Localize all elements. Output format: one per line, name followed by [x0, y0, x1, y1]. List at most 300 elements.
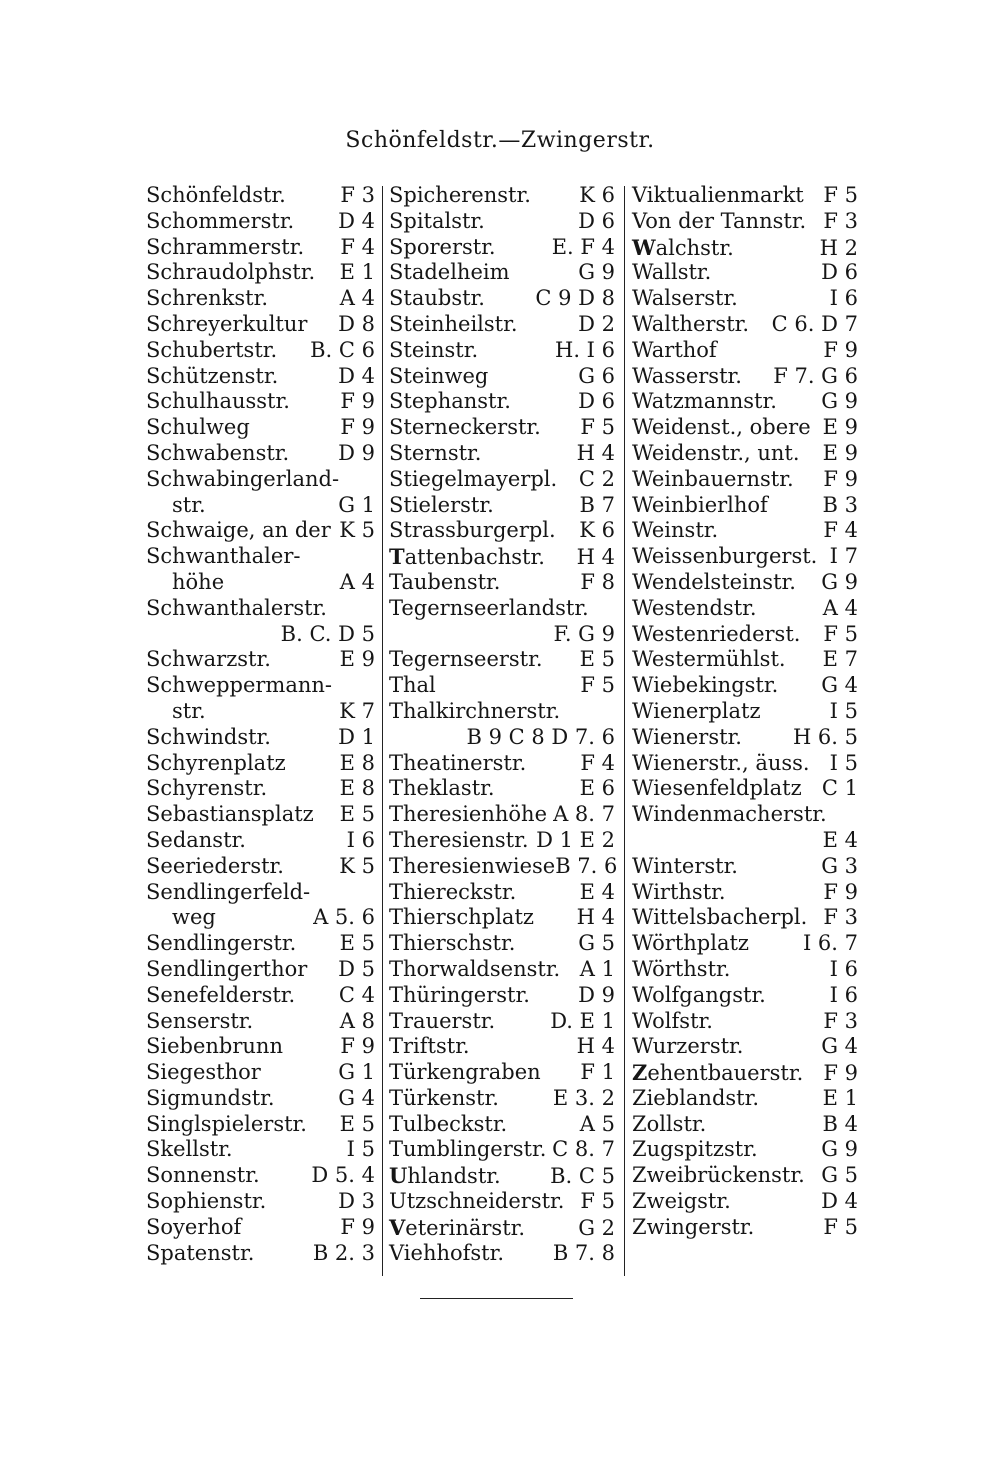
index-entry — [146, 493, 375, 519]
grid-reference: K 6 — [579, 183, 615, 207]
street-name: Zwingerstr. — [632, 1214, 755, 1239]
grid-reference: E 8 — [339, 750, 375, 775]
index-entry — [389, 338, 615, 364]
grid-reference: E 1 — [339, 260, 375, 285]
index-entry — [632, 957, 858, 983]
index-entry — [146, 983, 375, 1009]
grid-reference: I 6 — [346, 827, 375, 852]
index-entry — [632, 312, 858, 338]
grid-reference: E 9 — [339, 647, 375, 672]
grid-reference: F 3 — [340, 183, 375, 207]
index-entry — [146, 751, 375, 777]
street-name: Tegernseerstr. — [389, 647, 543, 672]
street-name: Weinbierlhof — [632, 492, 768, 517]
grid-reference: D 6 — [578, 208, 615, 233]
street-name: Thorwaldsenstr. — [389, 956, 561, 981]
index-entry — [632, 931, 858, 957]
grid-reference: E 7 — [822, 647, 858, 672]
grid-reference: C 8. 7 — [552, 1137, 615, 1162]
grid-reference: E 6 — [579, 776, 615, 801]
index-entry — [632, 647, 858, 673]
grid-reference: K 5 — [339, 853, 375, 878]
street-name: Winterstr. — [632, 853, 738, 878]
index-entry — [632, 209, 858, 235]
index-entry — [146, 1215, 375, 1241]
street-name: Westenriederst. — [632, 621, 801, 646]
street-name: Spatenstr. — [146, 1240, 255, 1265]
index-entry — [389, 312, 615, 338]
page-title: Schönfeldstr.—Zwingerstr. — [345, 128, 655, 153]
street-name: Warthof — [632, 337, 717, 362]
street-name: Thierschstr. — [389, 931, 516, 956]
index-entry — [632, 260, 858, 286]
index-entry — [389, 209, 615, 235]
index-entry — [146, 673, 375, 699]
grid-reference: F 3 — [823, 208, 858, 233]
grid-reference: E 4 — [822, 827, 858, 852]
street-name: Schwaige, an der — [146, 518, 331, 543]
index-entry — [632, 183, 858, 209]
grid-reference: F 9 — [823, 879, 858, 904]
index-entry — [632, 1137, 858, 1163]
street-name: Zieblandstr. — [632, 1085, 760, 1110]
street-name: Wienerplatz — [632, 698, 761, 723]
street-name: Türkenstr. — [389, 1085, 499, 1110]
index-entry — [146, 828, 375, 854]
index-entry — [146, 235, 375, 261]
grid-reference: B 3 — [822, 492, 858, 517]
index-entry — [389, 931, 615, 957]
grid-reference: H 4 — [576, 1034, 615, 1059]
grid-reference: D 6 — [821, 260, 858, 285]
street-name: Tegernseerlandstr. — [389, 595, 589, 620]
index-entry — [389, 802, 615, 828]
grid-reference: K 6 — [579, 518, 615, 543]
grid-reference: F 5 — [823, 621, 858, 646]
street-name: Sporerstr. — [389, 234, 496, 259]
column-divider — [382, 186, 383, 1276]
index-entry — [389, 1009, 615, 1035]
grid-reference: D 6 — [578, 389, 615, 414]
street-name: Sedanstr. — [146, 827, 246, 852]
index-entry — [146, 1034, 375, 1060]
grid-reference: F 9 — [823, 337, 858, 362]
grid-reference: A 5 — [579, 1111, 615, 1136]
index-entry — [146, 1189, 375, 1215]
street-name: Schrammerstr. — [146, 234, 305, 259]
index-column-2 — [389, 183, 618, 1266]
street-name: Sendlingerthor — [146, 956, 308, 981]
index-entry — [389, 389, 615, 415]
grid-reference: C 2 — [578, 466, 615, 491]
grid-reference: D 4 — [338, 208, 375, 233]
street-name: Viktualienmarkt — [632, 183, 804, 207]
grid-reference: D 1 E 2 — [536, 827, 615, 852]
grid-reference: F. G 9 — [553, 621, 615, 646]
index-entry — [389, 725, 615, 751]
grid-reference: F 9 — [340, 1034, 375, 1059]
index-entry — [146, 699, 375, 725]
street-name: Theresienhöhe — [389, 802, 547, 827]
index-entry — [632, 1034, 858, 1060]
street-name: Zweigstr. — [632, 1189, 731, 1214]
street-name: Soyerhof — [146, 1214, 242, 1239]
grid-reference: B 7 — [579, 492, 615, 517]
index-entry — [632, 493, 858, 519]
street-name: Thüringerstr. — [389, 982, 530, 1007]
street-name: Wurzerstr. — [632, 1034, 744, 1059]
index-entry — [389, 518, 615, 544]
grid-reference: B 9 C 8 D 7. 6 — [466, 724, 615, 749]
index-entry — [146, 1009, 375, 1035]
street-name: Walserstr. — [632, 286, 738, 311]
street-name: Taubenstr. — [389, 569, 501, 594]
index-entry — [146, 1112, 375, 1138]
grid-reference: E 5 — [579, 647, 615, 672]
street-name: Stadelheim — [389, 260, 510, 285]
index-entry — [389, 647, 615, 673]
grid-reference: F 1 — [580, 1060, 615, 1085]
grid-reference: C 9 D 8 — [535, 286, 615, 311]
street-name: Tattenbachstr. — [389, 544, 545, 570]
grid-reference: C 1 — [821, 776, 858, 801]
grid-reference: F 8 — [580, 569, 615, 594]
street-name: Schönfeldstr. — [146, 183, 286, 207]
index-entry — [632, 235, 858, 261]
street-name: Schützenstr. — [146, 363, 279, 388]
index-entry — [389, 235, 615, 261]
grid-reference: A 5. 6 — [313, 905, 375, 930]
grid-reference: E 4 — [579, 879, 615, 904]
street-name: Sendlingerfeld- — [146, 879, 311, 904]
street-name: Wolfgangstr. — [632, 982, 766, 1007]
grid-reference: D 8 — [338, 311, 375, 336]
street-name: Sterneckerstr. — [389, 415, 541, 440]
grid-reference: F 4 — [823, 518, 858, 543]
street-name: Theklastr. — [389, 776, 495, 801]
street-name: Zweibrückenstr. — [632, 1163, 805, 1188]
grid-reference: K 7 — [339, 698, 375, 723]
index-entry — [632, 518, 858, 544]
grid-reference: F 9 — [823, 1061, 858, 1086]
street-name: Veterinärstr. — [389, 1214, 526, 1240]
grid-reference: D 9 — [338, 440, 375, 465]
grid-reference: D 3 — [338, 1189, 375, 1214]
street-name: weg — [172, 905, 216, 930]
grid-reference: B. C 5 — [550, 1164, 615, 1189]
grid-reference: A 8 — [339, 1008, 375, 1033]
index-entry — [632, 673, 858, 699]
street-name: Wörthstr. — [632, 956, 731, 981]
index-entry — [146, 854, 375, 880]
index-entry — [632, 286, 858, 312]
grid-reference: E 3. 2 — [552, 1085, 615, 1110]
street-name: Schwindstr. — [146, 724, 271, 749]
grid-reference: B 4 — [822, 1111, 858, 1136]
index-entry — [632, 828, 858, 854]
street-name: Sophienstr. — [146, 1189, 267, 1214]
grid-reference: F 3 — [823, 1008, 858, 1033]
street-name: Walchstr. — [632, 234, 734, 260]
index-entry — [389, 364, 615, 390]
index-entry — [389, 467, 615, 493]
grid-reference: F 5 — [823, 1214, 858, 1239]
index-entry — [146, 209, 375, 235]
index-entry — [389, 957, 615, 983]
grid-reference: F 5 — [823, 183, 858, 207]
column-divider — [624, 186, 625, 1276]
index-entry — [389, 751, 615, 777]
index-column-3 — [632, 183, 858, 1241]
index-entry — [146, 338, 375, 364]
street-name: Wirthstr. — [632, 879, 726, 904]
street-name: Wiesenfeldplatz — [632, 776, 802, 801]
grid-reference: H 4 — [576, 905, 615, 930]
street-name: Schubertstr. — [146, 337, 278, 362]
index-entry — [146, 415, 375, 441]
street-name: Theresienwiese — [389, 853, 556, 878]
index-entry — [389, 441, 615, 467]
grid-reference: F 9 — [823, 466, 858, 491]
street-name: Strassburgerpl. — [389, 518, 556, 543]
street-name: Windenmacherstr. — [632, 802, 827, 827]
grid-reference: G 1 — [338, 492, 375, 517]
grid-reference: B. C 6 — [310, 337, 375, 362]
grid-reference: C 4 — [338, 982, 375, 1007]
index-entry — [632, 802, 858, 828]
grid-reference: H 6. 5 — [792, 724, 858, 749]
street-name: Viehhofstr. — [389, 1240, 505, 1265]
index-entry — [146, 880, 375, 906]
street-name: Stielerstr. — [389, 492, 494, 517]
street-name: Wallstr. — [632, 260, 712, 285]
index-entry — [632, 725, 858, 751]
grid-reference: H. I 6 — [555, 337, 615, 362]
grid-reference: B 7. 6 — [555, 853, 618, 878]
index-entry — [632, 751, 858, 777]
index-entry — [389, 183, 615, 209]
street-name: Westermühlst. — [632, 647, 786, 672]
street-name: Westendstr. — [632, 595, 757, 620]
grid-reference: D 4 — [821, 1189, 858, 1214]
street-name: Wörthplatz — [632, 931, 749, 956]
grid-reference: E 1 — [822, 1085, 858, 1110]
street-name: Zehentbauerstr. — [632, 1060, 804, 1086]
index-entry — [146, 570, 375, 596]
index-entry — [389, 853, 618, 880]
index-entry — [146, 364, 375, 390]
index-entry — [632, 1086, 858, 1112]
index-entry — [146, 441, 375, 467]
street-name: Spicherenstr. — [389, 183, 531, 207]
grid-reference: G 9 — [821, 1137, 858, 1162]
street-name: Trauerstr. — [389, 1008, 496, 1033]
index-entry — [389, 493, 615, 519]
index-entry — [146, 518, 375, 544]
street-name: Tumblingerstr. — [389, 1137, 547, 1162]
index-entry — [632, 1163, 858, 1189]
street-name: Thierschplatz — [389, 905, 534, 930]
grid-reference: G 9 — [821, 389, 858, 414]
street-name: Zollstr. — [632, 1111, 707, 1136]
street-name: Skellstr. — [146, 1137, 233, 1162]
grid-reference: F 3 — [823, 905, 858, 930]
index-entry — [632, 905, 858, 931]
index-entry — [146, 286, 375, 312]
street-name: Schwanthalerstr. — [146, 595, 327, 620]
street-name: Triftstr. — [389, 1034, 470, 1059]
grid-reference: F 4 — [580, 750, 615, 775]
index-entry — [632, 776, 858, 802]
street-name: Sebastiansplatz — [146, 802, 314, 827]
index-entry — [632, 441, 858, 467]
index-entry — [146, 1163, 375, 1189]
grid-reference: I 5 — [829, 698, 858, 723]
street-name: höhe — [172, 569, 225, 594]
grid-reference: F 5 — [580, 1189, 615, 1214]
index-entry — [389, 415, 615, 441]
street-name: Schwabingerland- — [146, 466, 340, 491]
street-name: Uhlandstr. — [389, 1163, 501, 1189]
index-entry — [146, 647, 375, 673]
index-entry — [146, 1060, 375, 1086]
street-name: Zugspitzstr. — [632, 1137, 758, 1162]
index-entry — [389, 880, 615, 906]
grid-reference: G 4 — [821, 673, 858, 698]
street-name: Weidenst., obere — [632, 415, 811, 440]
street-name: Sonnenstr. — [146, 1163, 260, 1188]
index-entry — [632, 415, 858, 441]
street-name: Weidenstr., unt. — [632, 440, 800, 465]
index-entry — [632, 596, 858, 622]
grid-reference: G 9 — [821, 569, 858, 594]
grid-reference: I 6. 7 — [802, 931, 858, 956]
grid-reference: D 5. 4 — [311, 1163, 375, 1188]
grid-reference: G 3 — [821, 853, 858, 878]
grid-reference: G 5 — [821, 1163, 858, 1188]
index-entry — [632, 983, 858, 1009]
street-name: Steinheilstr. — [389, 311, 518, 336]
street-name: Stiegelmayerpl. — [389, 466, 558, 491]
index-entry — [146, 1086, 375, 1112]
index-entry — [389, 1189, 615, 1215]
index-entry — [389, 1112, 615, 1138]
street-name: Wendelsteinstr. — [632, 569, 796, 594]
street-name: Schulweg — [146, 415, 250, 440]
street-name: Senefelderstr. — [146, 982, 296, 1007]
street-name: Seeriederstr. — [146, 853, 284, 878]
index-entry — [146, 802, 375, 828]
index-entry — [389, 1137, 615, 1163]
grid-reference: G 5 — [578, 931, 615, 956]
index-entry — [389, 286, 615, 312]
index-entry — [632, 1215, 858, 1241]
index-entry — [389, 622, 615, 648]
index-entry — [146, 622, 375, 648]
index-entry — [146, 1241, 375, 1267]
street-name: Wolfstr. — [632, 1008, 713, 1033]
index-entry — [389, 776, 615, 802]
grid-reference: I 6 — [829, 286, 858, 311]
index-entry — [632, 389, 858, 415]
street-name: Schommerstr. — [146, 208, 295, 233]
grid-reference: H 2 — [819, 235, 858, 260]
index-entry — [146, 183, 375, 209]
street-name: Wiebekingstr. — [632, 673, 779, 698]
index-entry — [389, 1215, 615, 1241]
grid-reference: E 9 — [822, 415, 858, 440]
street-name: Weinbauernstr. — [632, 466, 794, 491]
grid-reference: E 9 — [822, 440, 858, 465]
grid-reference: H 4 — [576, 440, 615, 465]
street-name: Sendlingerstr. — [146, 931, 297, 956]
index-entry — [389, 699, 615, 725]
street-name: str. — [172, 492, 206, 517]
index-entry — [389, 260, 615, 286]
index-entry — [146, 957, 375, 983]
street-name: Stephanstr. — [389, 389, 511, 414]
street-name: Theresienstr. — [389, 827, 529, 852]
grid-reference: B 7. 8 — [552, 1240, 615, 1265]
index-entry — [146, 260, 375, 286]
index-entry — [146, 467, 375, 493]
street-name: Waltherstr. — [632, 311, 750, 336]
street-name: Thal — [389, 673, 436, 698]
index-entry — [389, 905, 615, 931]
street-name: Thiereckstr. — [389, 879, 517, 904]
street-name: Steinweg — [389, 363, 489, 388]
grid-reference: D 1 — [338, 724, 375, 749]
street-name: Wienerstr. — [632, 724, 742, 749]
index-entry — [389, 596, 615, 622]
grid-reference: G 4 — [821, 1034, 858, 1059]
street-name: Singlspielerstr. — [146, 1111, 307, 1136]
index-entry — [632, 544, 858, 570]
street-name: Spitalstr. — [389, 208, 485, 233]
index-entry — [632, 1112, 858, 1138]
street-name: Wasserstr. — [632, 363, 742, 388]
street-name: Steinstr. — [389, 337, 479, 362]
index-entry — [389, 1034, 615, 1060]
index-entry — [632, 1009, 858, 1035]
street-name: Türkengraben — [389, 1060, 541, 1085]
street-name: Schwarzstr. — [146, 647, 271, 672]
grid-reference: G 6 — [578, 363, 615, 388]
street-name: Thalkirchnerstr. — [389, 698, 561, 723]
index-entry — [632, 467, 858, 493]
street-name: Von der Tannstr. — [632, 208, 807, 233]
street-name: Schweppermann- — [146, 673, 333, 698]
grid-reference: G 2 — [578, 1215, 615, 1240]
grid-reference: I 5 — [346, 1137, 375, 1162]
index-entry — [632, 338, 858, 364]
index-entry — [389, 1086, 615, 1112]
street-name: Wittelsbacherpl. — [632, 905, 808, 930]
grid-reference: G 9 — [578, 260, 615, 285]
grid-reference: F 9 — [340, 389, 375, 414]
grid-reference: F 5 — [580, 415, 615, 440]
street-name: Sigmundstr. — [146, 1085, 275, 1110]
street-name: Schraudolphstr. — [146, 260, 316, 285]
grid-reference: G 4 — [338, 1085, 375, 1110]
street-name: Siebenbrunn — [146, 1034, 283, 1059]
grid-reference: A 4 — [822, 595, 858, 620]
grid-reference: D 5 — [338, 956, 375, 981]
index-entry — [146, 544, 375, 570]
grid-reference: F 7. G 6 — [773, 363, 858, 388]
street-name: Schreyerkultur — [146, 311, 308, 336]
street-name: Senserstr. — [146, 1008, 254, 1033]
